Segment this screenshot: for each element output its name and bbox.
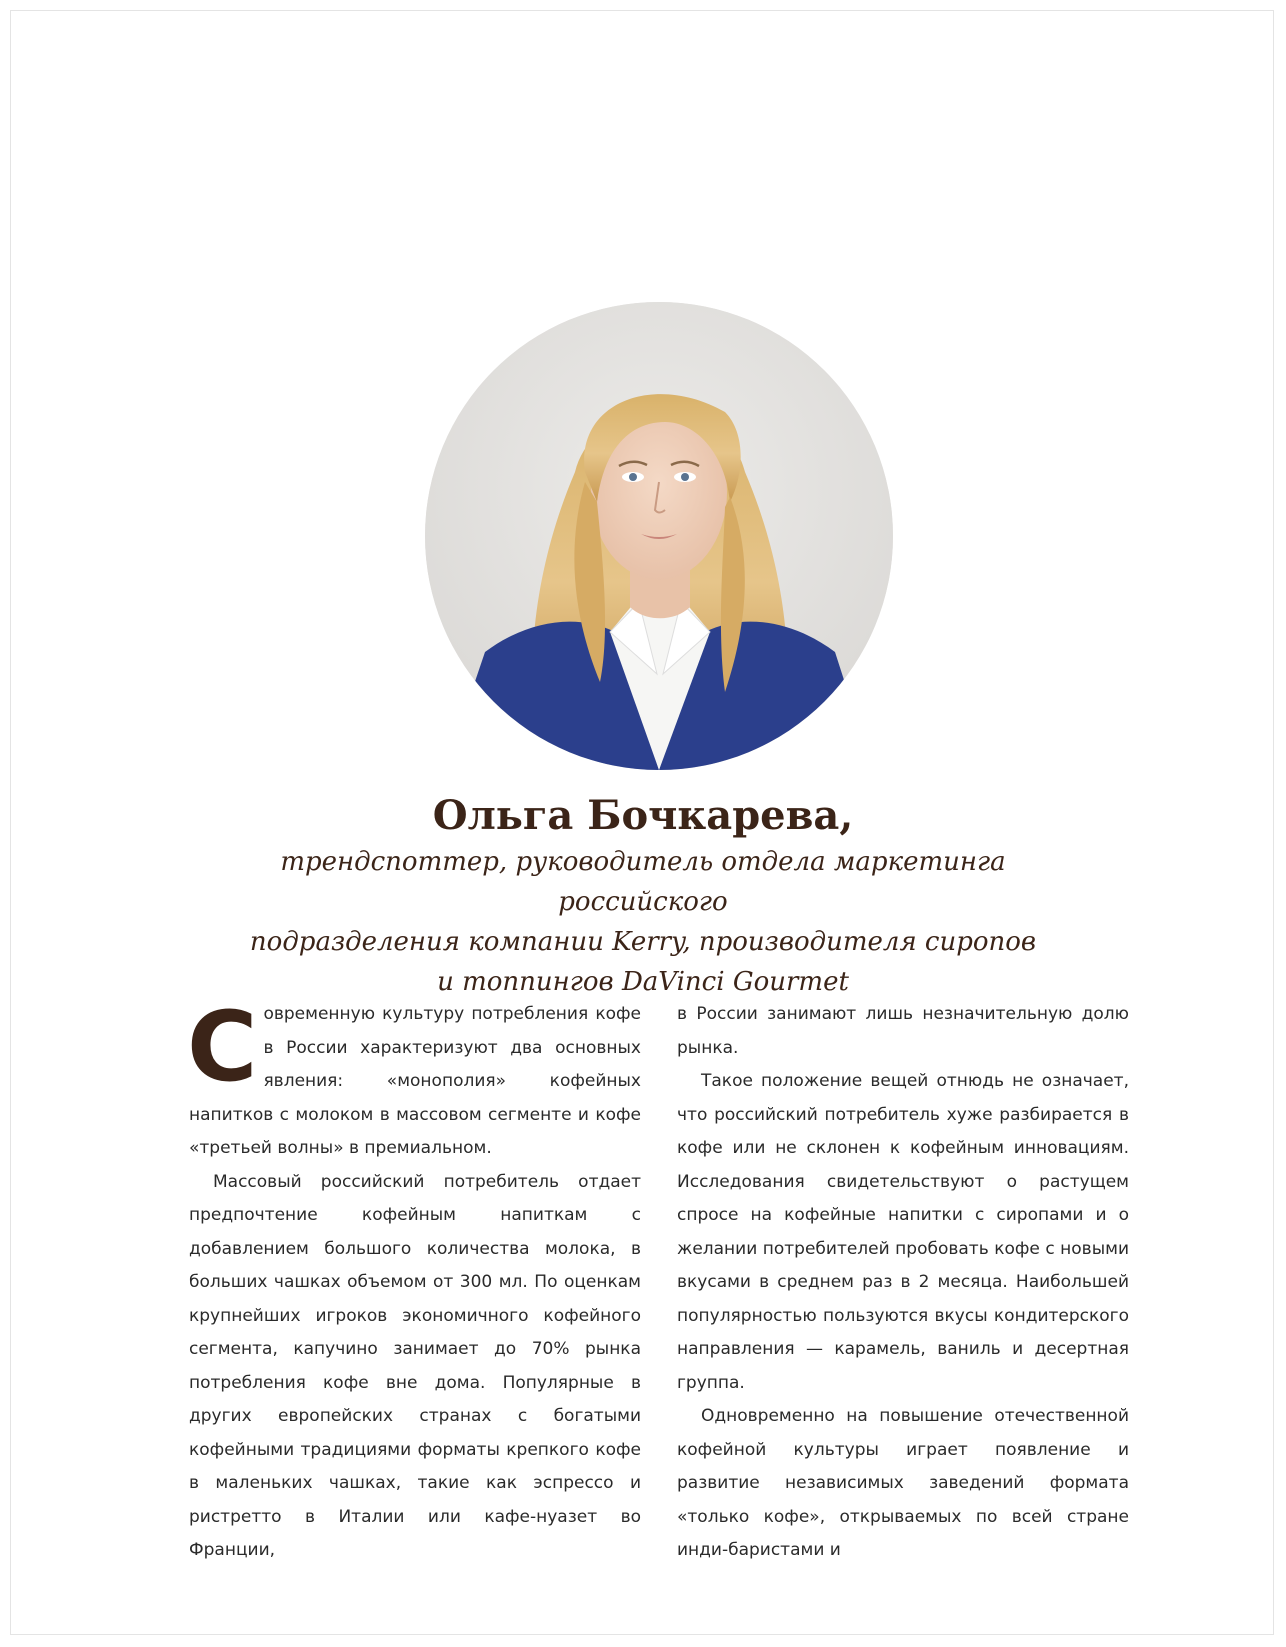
article-paragraph: в России занимают лишь незначительную долю рынка. [677,1004,1129,1058]
role-line: и топпингов DaVinci Gourmet [437,967,849,997]
article-paragraph [187,991,641,1166]
role-line: подразделения компании Kerry, производителя сиропов [249,927,1037,957]
article-paragraph: Одновременно на повышение отечественной кофейной культуры играет появление и развитие независимых заведений формата «только кофе», открываемых по всей стране инди-баристами и [677,1406,1129,1560]
article-column-left [187,991,641,1568]
portrait-illustration [425,302,893,770]
role-line: трендспоттер, руководитель отдела маркетинга российского [280,847,1006,917]
person-name: Ольга Бочкарева, [432,792,854,839]
person-role [213,842,1073,1002]
article-column-right [677,998,1129,1568]
article-paragraph: Такое положение вещей отнюдь не означает, что российский потребитель хуже разбирается в кофе или не склонен к кофейным инновациям. Исследования свидетельствуют о растущем спросе на кофейные напитки с сиропами и о желании потребителей пробовать кофе с новыми вкусами в среднем раз в 2 месяца. Наибольшей популярностью пользуются вкусы кондитерского направления — карамель, ваниль и десертная группа. [677,1071,1129,1393]
drop-cap: С [187,991,258,1103]
paragraph-text: овременную культуру потребления кофе в России характеризуют два основных явления: «монополия» кофейных напитков с молоком в массовом сегменте и кофе «третьей волны» в премиальном. [189,1004,641,1158]
portrait-photo [425,302,893,770]
article-paragraph: Массовый российский потребитель отдает предпочтение кофейным напиткам с добавлением большого количества молока, в больших чашках объемом от 300 мл. По оценкам крупнейших игроков экономичного кофейного сегмента, капучино занимает до 70% рынка потребления кофе вне дома. Популярные в других европейских странах с богатыми кофейными традициями форматы крепкого кофе в маленьких чашках, такие как эспрессо и ристретто в Италии или кафе-нуазет во Франции, [189,1171,641,1560]
